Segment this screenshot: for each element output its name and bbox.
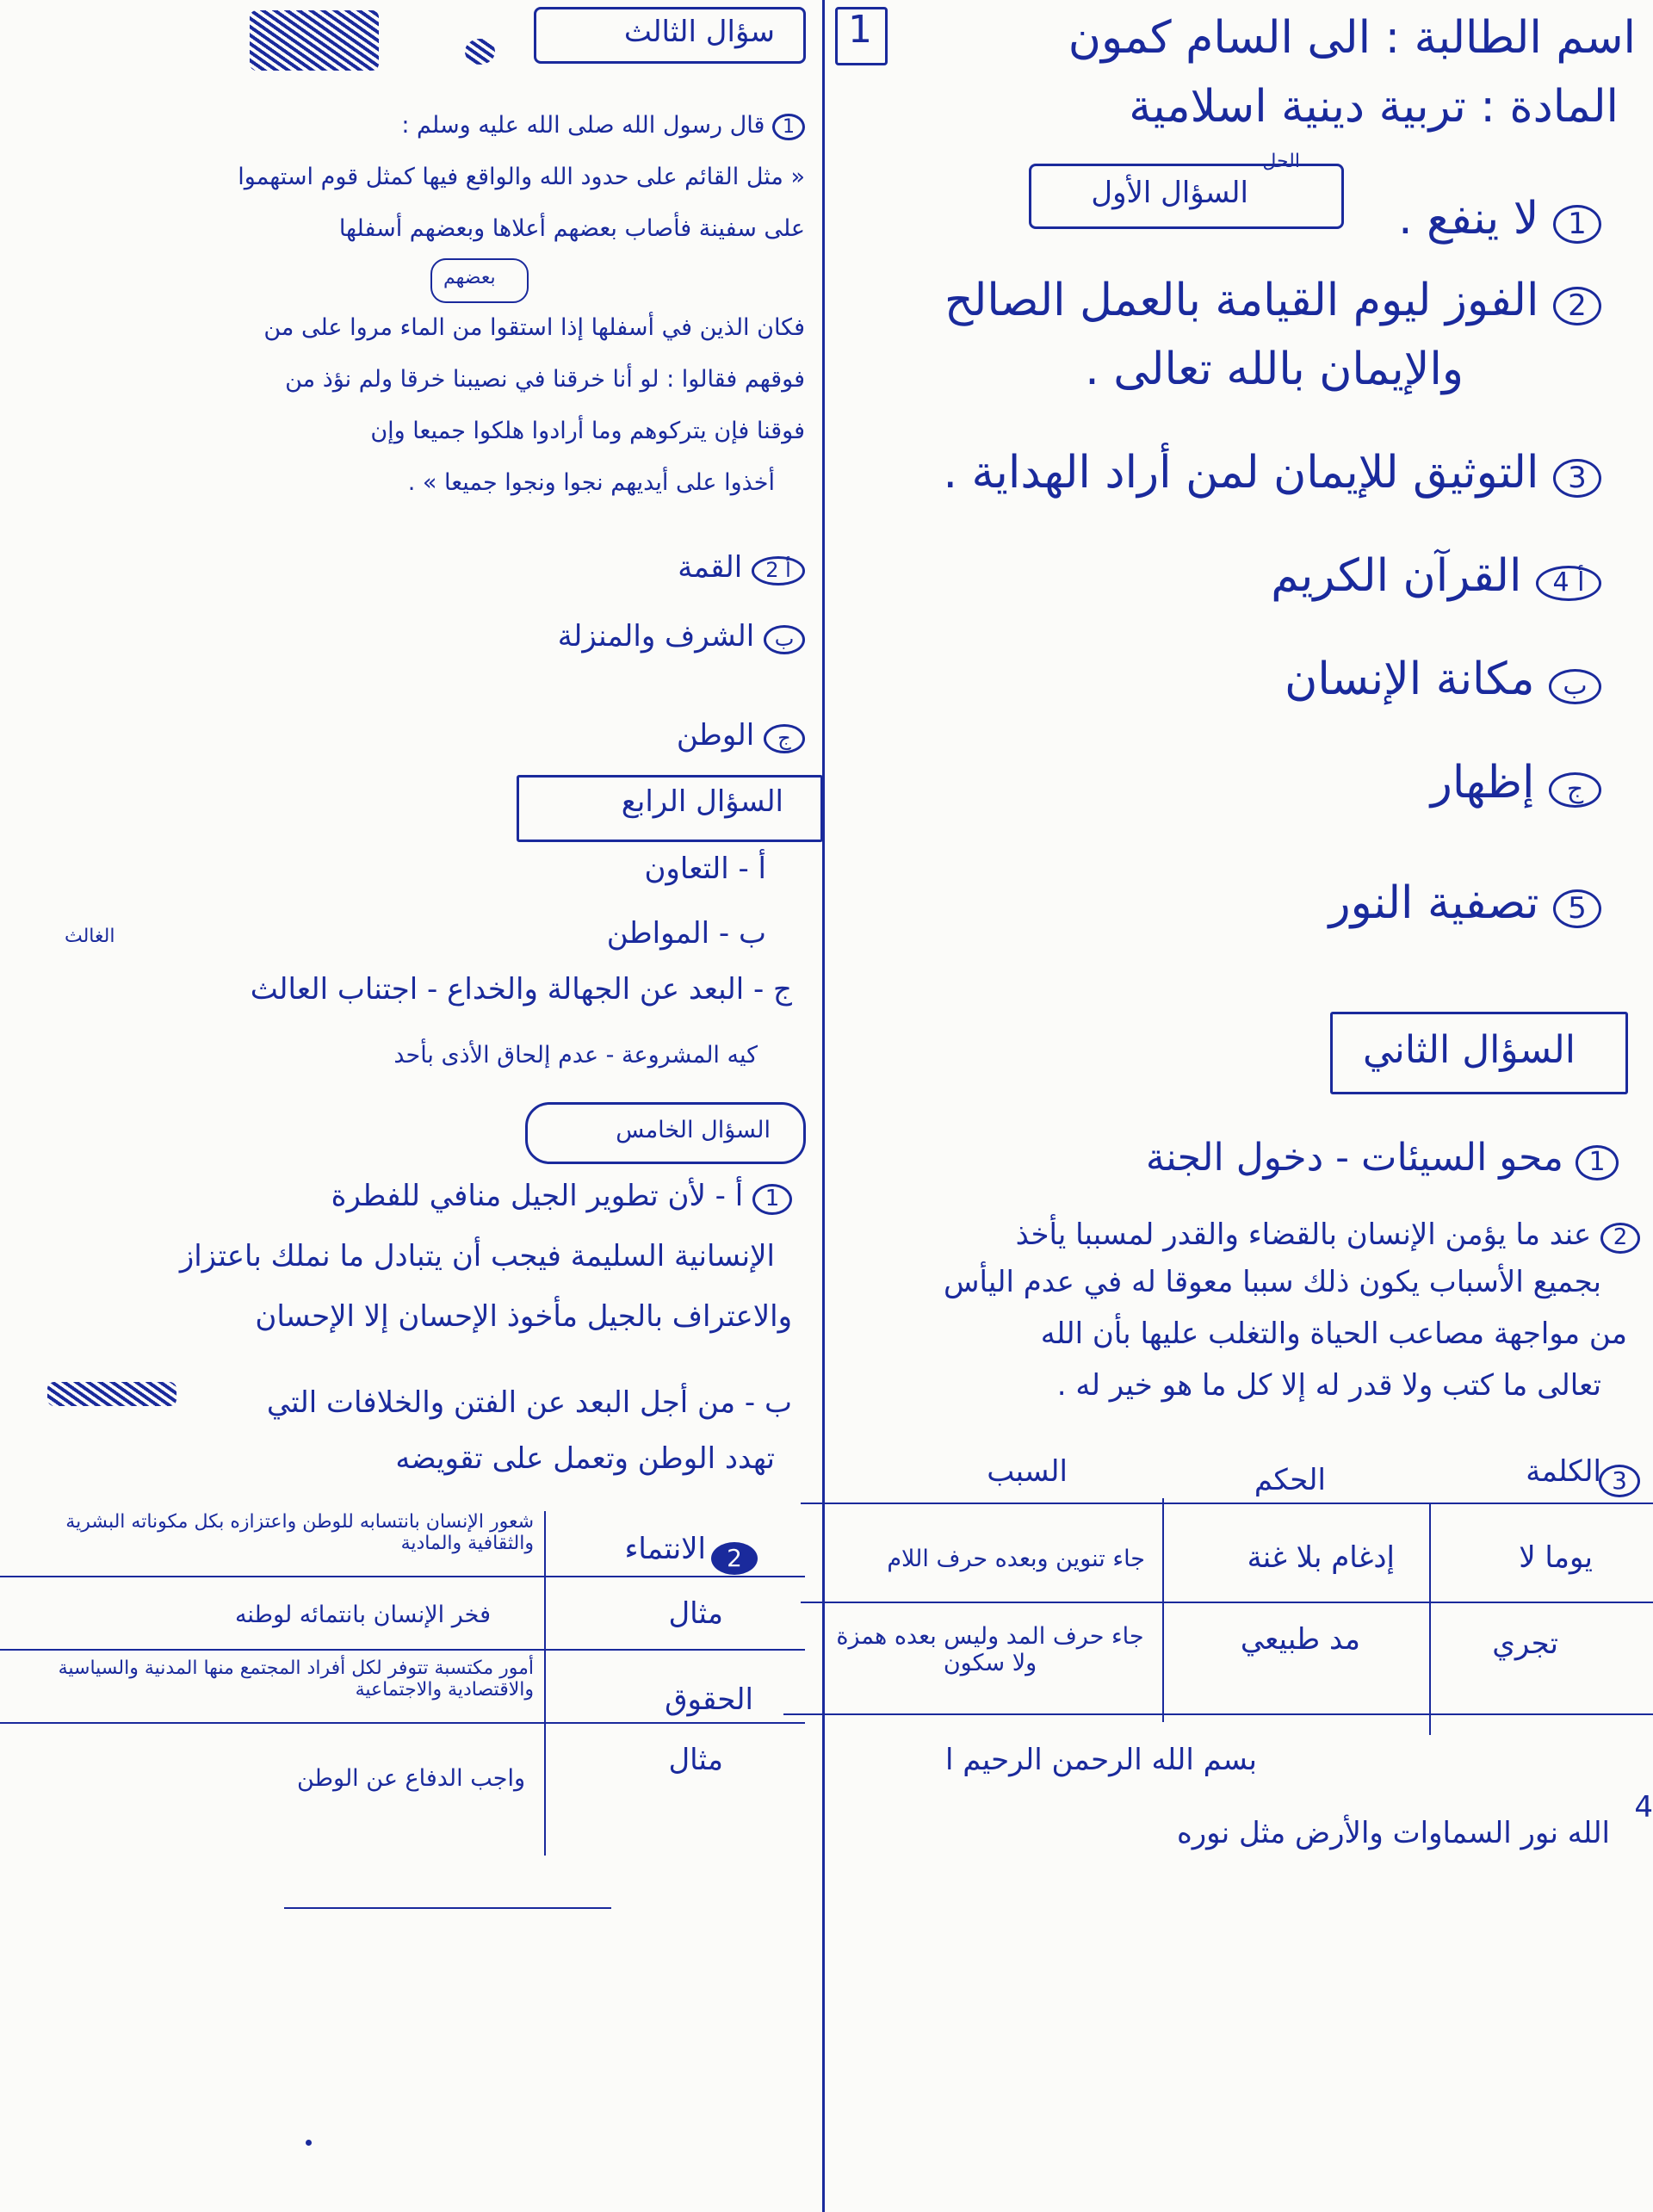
side-number: 4 xyxy=(1634,1790,1653,1825)
q5-a-line: الإنسانية السليمة فيجب أن يتبادل ما نملك باعتزاز xyxy=(179,1239,775,1273)
answer-line: أ - لأن تطوير الجيل منافي للفطرة xyxy=(331,1179,744,1213)
q1-mark: الحل xyxy=(1262,151,1300,172)
q3-2-b xyxy=(558,620,805,654)
q1-answer-4c xyxy=(1431,758,1601,809)
q3-2-a xyxy=(678,551,805,586)
answer-text: القمة xyxy=(678,550,743,585)
answer-text: إظهار xyxy=(1430,757,1535,809)
ink-dot xyxy=(306,2140,312,2146)
hadith-line: فكان الذين في أسفلها إذا استقوا من الماء مروا على من xyxy=(263,314,805,341)
table-definition: شعور الإنسان بانتسابه للوطن واعتزازه بكل مكوناته البشرية والثقافية والمادية xyxy=(65,1511,534,1555)
q5-a xyxy=(331,1180,792,1215)
table-line xyxy=(0,1576,805,1577)
answer-number: 2 أ xyxy=(752,556,805,586)
answer-number: 4 أ xyxy=(1536,566,1601,601)
answer-text: القرآن الكريم xyxy=(1271,550,1522,602)
answer-text: مكانة الإنسان xyxy=(1285,654,1535,705)
q2-answer-1 xyxy=(1146,1137,1619,1180)
q4-item: كيه المشروعة - عدم إلحاق الأذى بأحد xyxy=(393,1042,758,1069)
q2-title: السؤال الثاني xyxy=(1362,1028,1576,1072)
table-line xyxy=(801,1602,1653,1603)
answer-number: 2 xyxy=(711,1542,758,1575)
q2-answer-2-line: تعالى ما كتب ولا قدر له إلا كل ما هو خير له . xyxy=(1056,1368,1601,1403)
table-term: مثال xyxy=(668,1596,723,1631)
q4-item: ج - البعد عن الجهالة والخداع - اجتناب العالث xyxy=(250,972,792,1007)
underline xyxy=(284,1907,611,1909)
q1-answer-5 xyxy=(1329,878,1601,930)
hadith-line: أخذوا على أيديهم نجوا ونجوا جميعا » . xyxy=(407,469,775,496)
table-term: الحقوق xyxy=(665,1682,753,1717)
q3-1 xyxy=(401,112,805,140)
q4-title: السؤال الرابع xyxy=(621,784,783,819)
answer-text: تصفية النور xyxy=(1328,877,1539,929)
page-divider xyxy=(822,0,825,2212)
table-line xyxy=(0,1722,805,1724)
table-header-reason: السبب xyxy=(987,1454,1068,1489)
q4-superscript: الغالث xyxy=(65,926,115,947)
answer-number: ب xyxy=(1549,669,1601,704)
q3-2-c xyxy=(677,719,805,753)
q5-b-line: تهدد الوطن وتعمل على تقويضه xyxy=(395,1441,775,1476)
answer-number: 3 xyxy=(1553,459,1601,498)
q1-answer-3 xyxy=(943,448,1601,499)
table-definition: فخر الإنسان بانتمائه لوطنه xyxy=(234,1602,491,1628)
verse: الله نور السماوات والأرض مثل نوره xyxy=(1176,1816,1610,1850)
hadith-line: على سفينة فأصاب بعضهم أعلاها وبعضهم أسفلها xyxy=(338,215,805,242)
insert-word: بعضهم xyxy=(443,267,496,288)
q1-answer-4a xyxy=(1271,551,1601,603)
answer-line: عند ما يؤمن الإنسان بالقضاء والقدر لمسببا يأخذ xyxy=(1015,1218,1592,1252)
table-cell: يوما لا xyxy=(1519,1540,1593,1575)
answer-number: 2 xyxy=(1600,1223,1640,1254)
table-definition: واجب الدفاع عن الوطن xyxy=(296,1765,525,1792)
answer-number: 1 xyxy=(752,1184,792,1215)
subject: المادة : تربية دينية اسلامية xyxy=(1129,81,1619,133)
answer-text: التوثيق للإيمان لمن أراد الهداية . xyxy=(943,447,1539,499)
q2-answer-2-line: من مواجهة مصاعب الحياة والتغلب عليها بأن الله xyxy=(1040,1317,1627,1351)
table-term: مثال xyxy=(668,1743,723,1777)
table-line xyxy=(1429,1503,1431,1735)
q2-answer-2 xyxy=(1016,1218,1640,1254)
q5-b-line: ب - من أجل البعد عن الفتن والخلافات التي xyxy=(266,1385,792,1420)
q1-answer-2 xyxy=(944,276,1601,327)
q1-answer-2-cont: والإيمان بالله تعالى . xyxy=(1085,344,1464,395)
answer-text: لا ينفع . xyxy=(1398,193,1539,245)
student-name: اسم الطالبة : الى السام كمون xyxy=(1068,12,1636,64)
table-cell: تجري xyxy=(1492,1626,1558,1661)
q1-title: السؤال الأول xyxy=(1091,176,1248,210)
answer-text: محو السيئات - دخول الجنة xyxy=(1145,1136,1563,1180)
q5-a-line: والاعتراف بالجيل مأخوذ الإحسان إلا الإحسان xyxy=(255,1299,792,1334)
q2-3-number xyxy=(1599,1455,1640,1499)
table-line xyxy=(801,1503,1653,1504)
answer-text: الفوز ليوم القيامة بالعمل الصالح xyxy=(944,275,1539,326)
table-cell: مد طبيعي xyxy=(1240,1622,1360,1657)
table-line xyxy=(783,1713,1653,1715)
hadith-line: قال رسول الله صلى الله عليه وسلم : xyxy=(401,112,765,139)
basmala: بسم الله الرحمن الرحيم ا xyxy=(945,1743,1257,1777)
hadith-line: « مثل القائم على حدود الله والواقع فيها كمثل قوم استهموا xyxy=(238,164,805,190)
table-cell: إدغام بلا غنة xyxy=(1247,1540,1395,1575)
table-definition: أمور مكتسبة تتوفر لكل أفراد المجتمع منها المدنية والسياسية والاقتصادية والاجتماعية xyxy=(58,1657,534,1701)
answer-number: 1 xyxy=(1553,205,1601,244)
table-line xyxy=(1162,1498,1164,1722)
table-term: الانتماء xyxy=(624,1532,706,1566)
q4-item: أ - التعاون xyxy=(644,852,766,886)
table-line xyxy=(544,1511,546,1856)
answer-number: 1 xyxy=(772,114,805,140)
q5-title: السؤال الخامس xyxy=(616,1117,771,1143)
answer-number: 5 xyxy=(1553,889,1601,928)
table-cell: جاء تنوين وبعده حرف اللام xyxy=(887,1546,1145,1572)
table-cell: جاء حرف المد وليس بعده همزة ولا سكون xyxy=(836,1623,1144,1677)
answer-number: ب xyxy=(764,625,805,654)
answer-number: 3 xyxy=(1599,1465,1640,1497)
table-header-rule: الحكم xyxy=(1254,1463,1326,1497)
answer-number: 1 xyxy=(1576,1145,1619,1180)
crossed-out-text xyxy=(47,1382,176,1406)
answer-number: ج xyxy=(1549,772,1601,808)
answer-number: ج xyxy=(764,724,805,753)
scribble-dot xyxy=(465,39,495,65)
q5-2-number xyxy=(711,1533,758,1577)
q4-item: ب - المواطن xyxy=(606,916,766,951)
q2-answer-2-line: بجميع الأسباب يكون ذلك سببا معوقا له في عدم اليأس xyxy=(943,1265,1601,1299)
q3-title: سؤال الثالث xyxy=(623,15,775,49)
answer-text: الوطن xyxy=(676,718,755,753)
q1-answer-4b xyxy=(1285,654,1601,706)
answer-text: الشرف والمنزلة xyxy=(557,619,755,654)
table-header-word: الكلمة xyxy=(1526,1454,1601,1489)
table-line xyxy=(0,1649,805,1651)
hadith-line: فوقهم فقالوا : لو أنا خرقنا في نصيبنا خرقا ولم نؤذ من xyxy=(285,366,805,393)
hadith-line: فوقنا فإن يتركوهم وما أرادوا هلكوا جميعا وإن xyxy=(370,418,805,444)
answer-number: 2 xyxy=(1553,287,1601,325)
page-number: 1 xyxy=(848,8,872,52)
scribble-mark xyxy=(250,10,379,71)
q1-answer-1 xyxy=(1398,194,1601,245)
